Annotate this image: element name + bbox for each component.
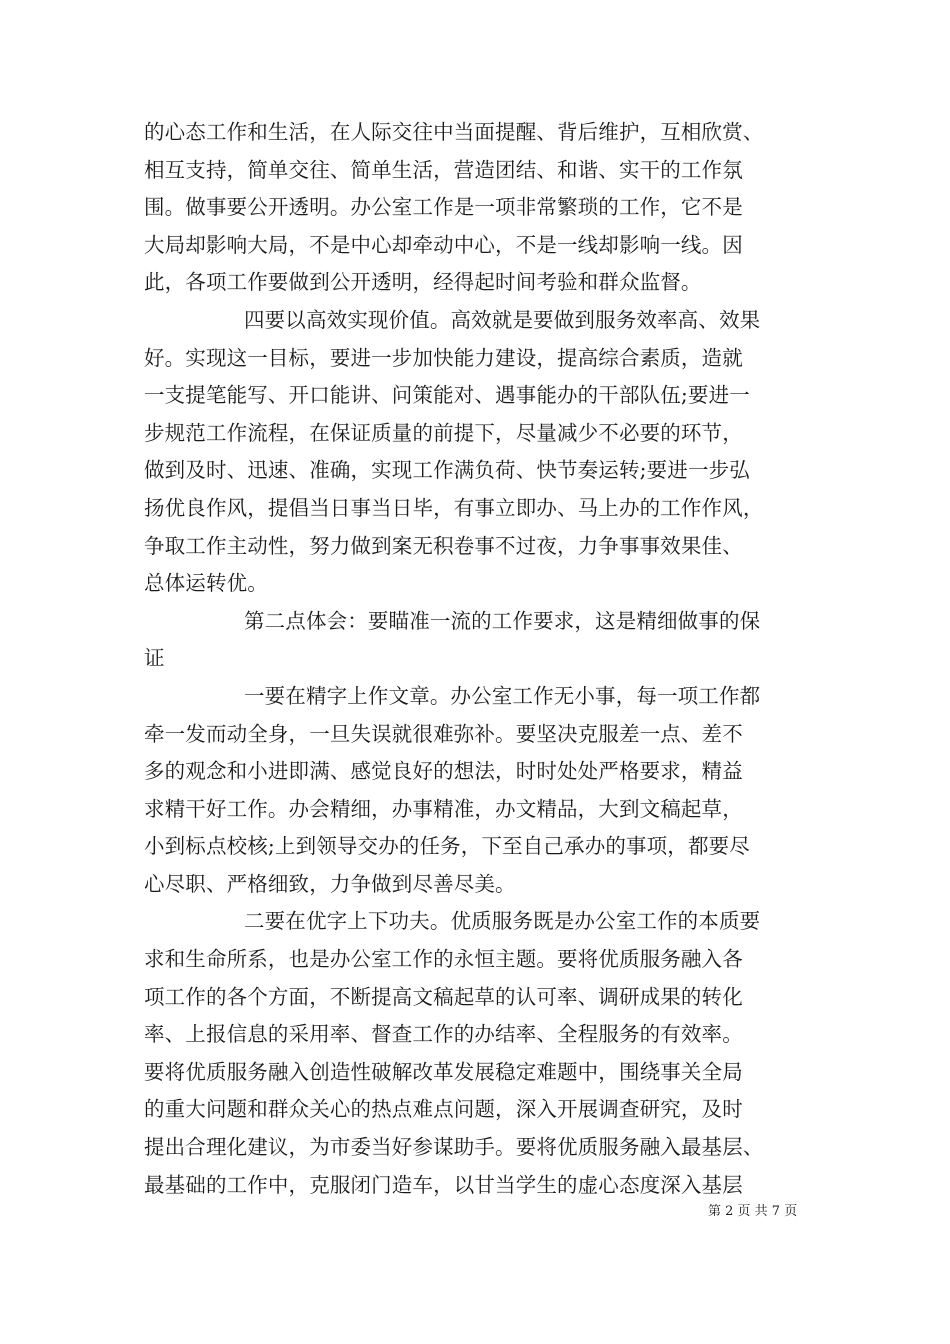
text-line: 项工作的各个方面，不断提高文稿起草的认可率、调研成果的转化 xyxy=(144,984,743,1009)
text-line: 步规范工作流程，在保证质量的前提下，尽量减少不必要的环节， xyxy=(144,420,743,445)
text-line: 做到及时、迅速、准确，实现工作满负荷、快节奏运转;要进一步弘 xyxy=(144,458,750,483)
body-text xyxy=(144,114,810,1204)
text-line: 相互支持，简单交往、简单生活，营造团结、和谐、实干的工作氛 xyxy=(144,157,743,182)
text-line: 证 xyxy=(144,646,165,671)
text-line: 牵一发而动全身，一旦失误就很难弥补。要坚决克服差一点、差不 xyxy=(144,721,743,746)
text-line: 此，各项工作要做到公开透明，经得起时间考验和群众监督。 xyxy=(144,270,702,295)
text-line: 提出合理化建议，为市委当好参谋助手。要将优质服务融入最基层、 xyxy=(144,1135,764,1160)
text-line: 大局却影响大局，不是中心却牵动中心，不是一线却影响一线。因 xyxy=(144,232,743,257)
text-line: 要将优质服务融入创造性破解改革发展稳定难题中，围绕事关全局 xyxy=(144,1059,743,1084)
text-line: 争取工作主动性，努力做到案无积卷事不过夜，力争事事效果佳、 xyxy=(144,533,743,558)
text-line: 的心态工作和生活，在人际交往中当面提醒、背后维护，互相欣赏、 xyxy=(144,120,764,144)
text-line: 好。实现这一目标，要进一步加快能力建设，提高综合素质，造就 xyxy=(144,345,743,370)
text-line: 第二点体会：要瞄准一流的工作要求，这是精细做事的保 xyxy=(244,608,761,633)
text-line: 四要以高效实现价值。高效就是要做到服务效率高、效果 xyxy=(244,307,761,332)
text-line: 心尽职、严格细致，力争做到尽善尽美。 xyxy=(144,871,516,896)
text-line: 扬优良作风，提倡当日事当日毕，有事立即办、马上办的工作作风， xyxy=(144,495,764,520)
text-line: 的重大问题和群众关心的热点难点问题，深入开展调查研究，及时 xyxy=(144,1097,743,1122)
text-line: 率、上报信息的采用率、督查工作的办结率、全程服务的有效率。 xyxy=(144,1022,743,1047)
text-line: 围。做事要公开透明。办公室工作是一项非常繁琐的工作，它不是 xyxy=(144,195,743,220)
text-line: 求精干好工作。办会精细，办事精准，办文精品，大到文稿起草， xyxy=(144,796,743,821)
text-line: 求和生命所系，也是办公室工作的永恒主题。要将优质服务融入各 xyxy=(144,947,743,972)
text-line: 总体运转优。 xyxy=(144,571,268,596)
text-line: 一支提笔能写、开口能讲、问策能对、遇事能办的干部队伍;要进一 xyxy=(144,383,750,408)
text-line: 多的观念和小进即满、感觉良好的想法，时时处处严格要求，精益 xyxy=(144,759,743,784)
text-line: 最基础的工作中，克服闭门造车，以甘当学生的虚心态度深入基层 xyxy=(144,1172,743,1197)
page-number-footer: 第 2 页 共 7 页 xyxy=(708,1204,798,1219)
text-line: 二要在优字上下功夫。优质服务既是办公室工作的本质要 xyxy=(244,909,761,934)
text-line: 小到标点校核;上到领导交办的任务，下至自己承办的事项，都要尽 xyxy=(144,834,750,859)
text-line: 一要在精字上作文章。办公室工作无小事，每一项工作都 xyxy=(244,683,761,708)
